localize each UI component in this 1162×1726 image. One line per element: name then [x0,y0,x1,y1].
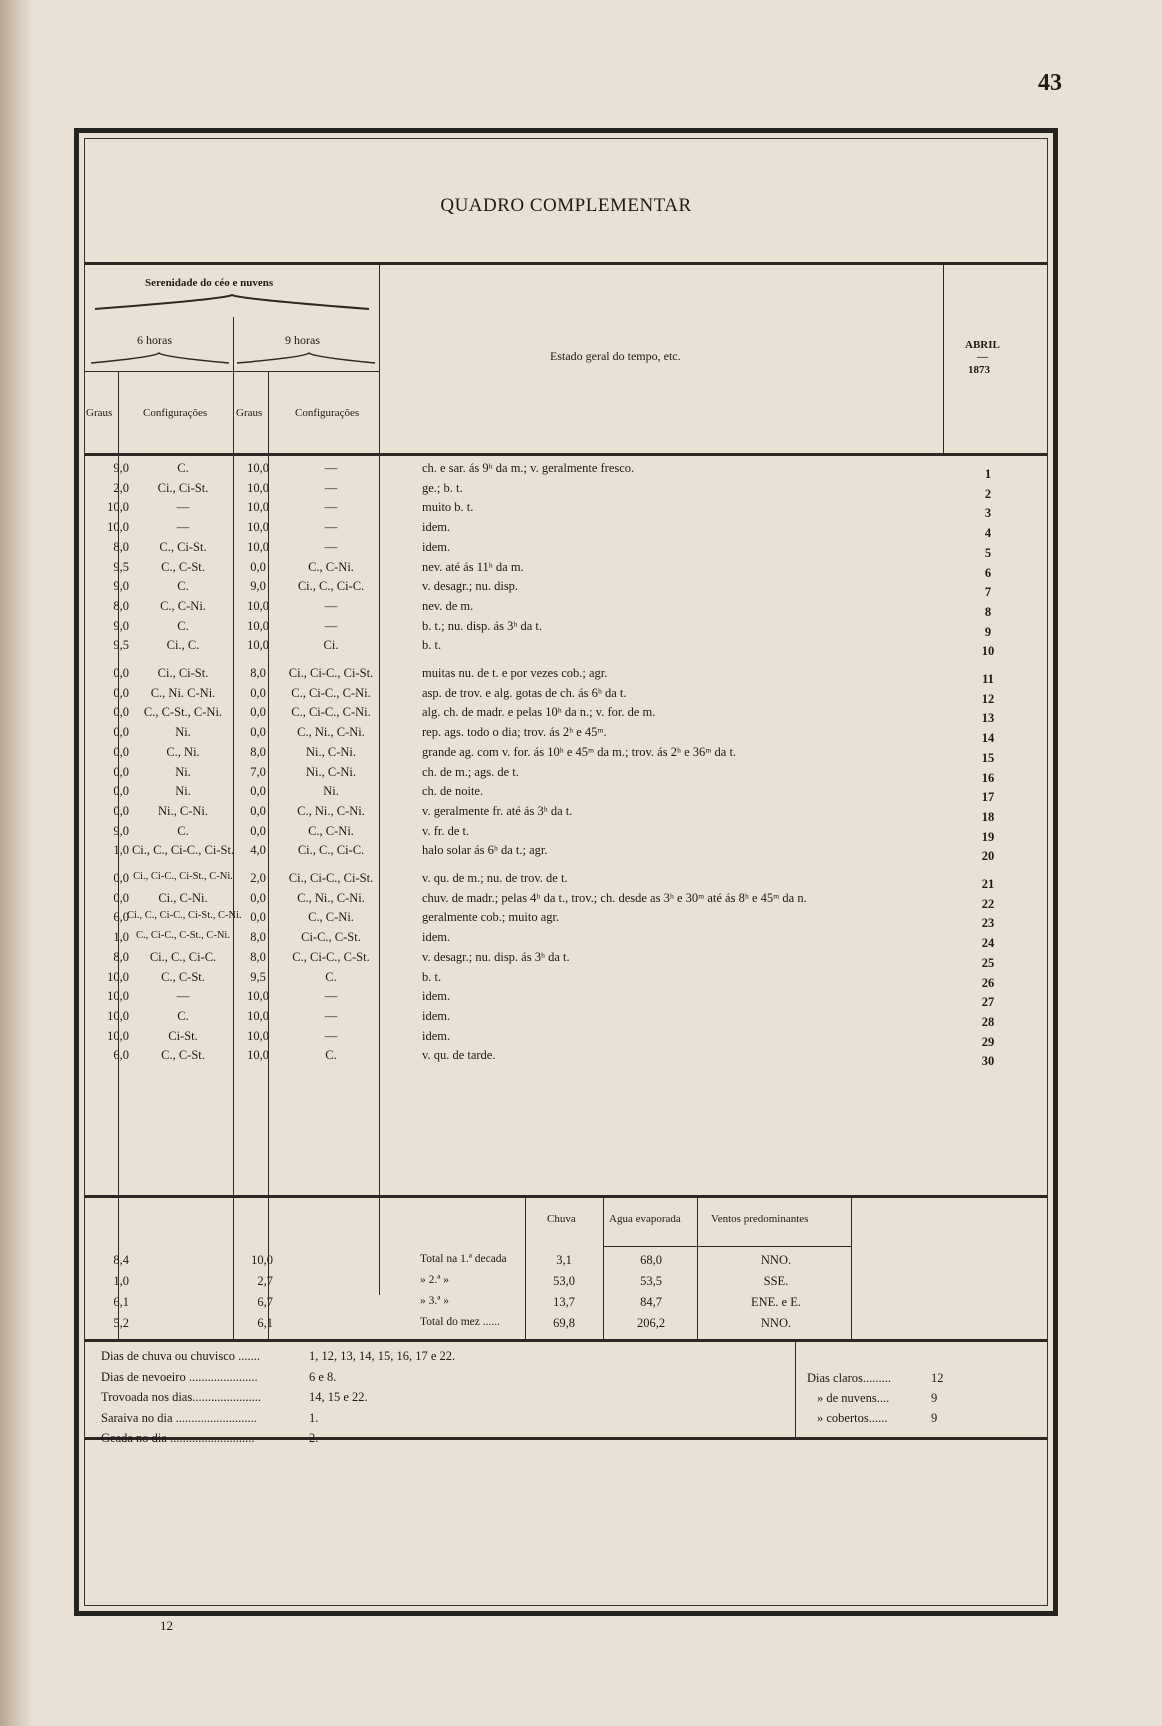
day-number: 9 [984,624,992,639]
graus-6h: 0,0 [113,744,129,759]
day-number: 8 [984,604,992,619]
graus-9h: 0,0 [250,803,266,818]
config-9h: — [324,598,338,613]
estado-geral: nev. de m. [422,598,474,613]
config-6h: C. [177,461,189,475]
config-9h: C., Ni., C-Ni. [297,725,365,740]
estado-geral: idem. [422,520,451,535]
config-6h: C., C-St., C-Ni. [143,705,223,720]
estado-geral: v. qu. de tarde. [422,1048,496,1063]
config-9h: — [324,1028,338,1043]
config-6h: Ci., C., Ci-C. [149,949,217,964]
table-row [85,841,1047,862]
config-9h: Ni. [323,784,339,799]
day-number: 27 [981,995,995,1010]
summary-graus-9h: 6,7 [257,1295,273,1309]
config-9h: Ci-C., C-St. [301,930,361,945]
header-6h: 6 horas [137,333,172,347]
header-agua: Agua evaporada [609,1213,681,1225]
table-frame [74,128,1058,1616]
summary-graus-6h: 1,0 [113,1274,129,1288]
config-9h: Ci., Ci-C., Ci-St. [288,871,374,885]
summary-label: » 2.ª » [420,1274,450,1286]
config-9h: Ci., C., Ci-C. [297,843,365,858]
table-row [85,723,1047,744]
graus-9h: 10,0 [247,1028,269,1043]
config-6h: Ci., Ci-St. [157,666,209,680]
config-6h: C., Ni. C-Ni. [150,685,216,700]
table-row [85,617,1047,638]
table-row [85,684,1047,705]
config-9h: C., C-Ni. [308,559,354,574]
graus-6h: 8,0 [113,539,129,554]
config-9h: C., Ci-C., C-Ni. [291,685,371,700]
estado-geral: ch. de m.; ags. de t. [422,764,519,779]
graus-6h: 9,0 [113,579,129,594]
table-row [85,538,1047,559]
config-9h: C., Ci-C., C-St. [292,949,370,964]
table-row [85,1007,1047,1028]
graus-9h: 10,0 [247,480,269,495]
config-9h: — [324,618,338,633]
table-row [85,479,1047,500]
summary-agua: 206,2 [636,1316,666,1330]
graus-6h: 10,0 [107,520,129,535]
config-6h: C., C-St. [161,969,205,984]
header-month: ABRIL [965,339,1000,351]
graus-9h: 7,0 [250,764,266,779]
table-row [85,1046,1047,1067]
graus-9h: 9,0 [250,579,266,594]
graus-6h: 9,0 [113,618,129,633]
graus-6h: 0,0 [113,871,129,885]
rule [603,1246,851,1247]
table-row [85,597,1047,618]
day-number: 23 [981,916,995,931]
day-number: 6 [984,565,992,580]
config-6h: C., Ci-C., C-St., C-Ni. [136,930,230,942]
header-dash: — [977,351,988,363]
day-number: 1 [984,467,992,481]
summary-row [85,1253,1047,1276]
table-row [85,743,1047,764]
config-6h: Ci., C., Ci-C., Ci-St. [131,843,235,858]
estado-geral: geralmente cob.; muito agr. [422,910,560,925]
footer-right-value: 9 [931,1411,938,1425]
header-estado: Estado geral do tempo, etc. [550,349,681,363]
config-6h: C. [177,1008,189,1023]
graus-9h: 0,0 [250,890,266,905]
graus-9h: 0,0 [250,725,266,740]
summary-label: Total do mez ...... [420,1316,500,1328]
graus-9h: 8,0 [250,949,266,964]
header-graus-6: Graus [86,407,113,419]
rule [85,1195,1047,1198]
day-number: 7 [984,585,992,600]
summary-chuva: 13,7 [553,1295,575,1309]
graus-6h: 10,0 [107,500,129,515]
header-serenidade: Serenidade do céo e nuvens [145,277,274,289]
graus-9h: 8,0 [250,930,266,945]
table-row [85,1027,1047,1048]
graus-9h: 2,0 [250,871,266,885]
graus-9h: 8,0 [250,744,266,759]
summary-vento: NNO. [760,1253,792,1267]
graus-6h: 8,0 [113,598,129,613]
table-row [85,869,1047,890]
estado-geral: v. fr. de t. [422,823,470,838]
config-9h: — [324,461,338,475]
config-9h: Ni., C-Ni. [306,764,356,779]
graus-6h: 9,0 [113,461,129,475]
estado-geral: idem. [422,1008,451,1023]
rule [85,371,379,372]
config-9h: — [324,539,338,554]
config-6h: C., Ni. [166,744,200,759]
summary-row [85,1295,1047,1318]
table-row [85,908,1047,929]
footer-label: Trovoada nos dias...................... [101,1390,261,1404]
col-divider [943,263,944,453]
footer-right-label: » cobertos...... [817,1411,888,1425]
graus-6h: 0,0 [113,764,129,779]
config-9h: C. [325,969,337,984]
day-number: 10 [981,644,995,659]
graus-9h: 0,0 [250,823,266,838]
estado-geral: grande ag. com v. for. ás 10ʰ e 45ᵐ da m.; trov. ás 2ʰ e 36ᵐ da t. [422,744,737,759]
config-6h: C., C-St. [161,1048,205,1063]
table-row [85,987,1047,1008]
estado-geral: v. desagr.; nu. disp. ás 3ʰ da t. [422,949,570,964]
footer-label: Dias de chuva ou chuvisco ....... [101,1349,260,1363]
summary-agua: 68,0 [640,1253,662,1267]
day-number: 18 [981,809,995,824]
graus-6h: 0,0 [113,890,129,905]
header-chuva: Chuva [547,1213,576,1225]
estado-geral: muito b. t. [422,500,474,515]
day-number: 19 [981,829,995,844]
graus-6h: 1,0 [113,843,129,858]
footer-right-value: 12 [931,1371,944,1385]
day-number: 3 [984,506,992,521]
header-year: 1873 [968,364,990,376]
day-number: 13 [981,711,995,726]
config-6h: C. [177,823,189,838]
day-number: 12 [981,691,995,706]
summary-agua: 53,5 [640,1274,662,1288]
graus-9h: 10,0 [247,989,269,1004]
graus-9h: 10,0 [247,500,269,515]
table-row [85,782,1047,803]
config-6h: C. [177,618,189,633]
table-row [85,558,1047,579]
col-divider [795,1342,796,1437]
day-number: 20 [981,849,995,864]
table-row [85,518,1047,539]
table-row [85,928,1047,949]
header-config-6: Configurações [143,407,208,419]
footer-value: 1. [309,1410,319,1425]
table-row [85,822,1047,843]
table-row [85,889,1047,910]
rule [85,262,1047,265]
day-number: 11 [982,672,994,686]
day-number: 4 [984,526,992,541]
day-number: 5 [984,545,992,560]
table-title: QUADRO COMPLEMENTAR [440,195,692,216]
table-inner [84,138,1048,1606]
header-9h: 9 horas [285,333,320,347]
day-number: 30 [981,1054,995,1069]
config-9h: — [324,989,338,1004]
graus-9h: 10,0 [247,618,269,633]
graus-9h: 10,0 [247,539,269,554]
summary-vento: ENE. e E. [751,1295,801,1309]
table-row [85,498,1047,519]
day-number: 15 [981,750,995,765]
summary-chuva: 53,0 [553,1274,575,1288]
footer-label: Saraiva no dia .......................... [101,1410,257,1425]
summary-chuva: 3,1 [556,1253,572,1267]
estado-geral: muitas nu. de t. e por vezes cob.; agr. [422,666,608,680]
graus-6h: 10,0 [107,1028,129,1043]
graus-9h: 4,0 [250,843,266,858]
summary-agua: 84,7 [640,1295,662,1309]
estado-geral: idem. [422,930,451,945]
graus-6h: 2,0 [113,480,129,495]
estado-geral: chuv. de madr.; pelas 4ʰ da t., trov.; ch. desde as 3ʰ e 30ᵐ até ás 8ʰ e 45ᵐ da n. [422,890,807,905]
config-6h: Ci., C. [166,638,200,653]
config-9h: C. [325,1048,337,1063]
estado-geral: b. t. [422,638,442,653]
config-9h: Ci. [323,638,339,653]
graus-6h: 9,5 [113,559,129,574]
day-number: 28 [981,1014,995,1029]
day-number: 29 [981,1034,995,1049]
summary-row [85,1316,1047,1339]
estado-geral: rep. ags. todo o dia; trov. ás 2ʰ e 45ᵐ. [422,725,607,740]
table-row [85,968,1047,989]
graus-9h: 0,0 [250,910,266,925]
table-row [85,664,1047,685]
summary-label: Total na 1.ª decada [420,1253,507,1265]
config-9h: C., C-Ni. [308,823,354,838]
page-gutter [0,0,34,1726]
config-9h: — [324,500,338,515]
footer-value: 6 e 8. [309,1369,337,1384]
graus-9h: 10,0 [247,520,269,535]
config-6h: Ci., C., Ci-C., Ci-St., C-Ni. [127,910,242,922]
graus-9h: 0,0 [250,705,266,720]
graus-6h: 1,0 [113,930,129,945]
footer-value: 1, 12, 13, 14, 15, 16, 17 e 22. [309,1349,456,1363]
estado-geral: idem. [422,539,451,554]
table-row [85,459,1047,480]
graus-6h: 0,0 [113,725,129,740]
config-6h: Ci., Ci-C., Ci-St., C-Ni. [133,871,233,882]
sheet-number: 12 [160,1618,173,1633]
estado-geral: v. qu. de m.; nu. de trov. de t. [422,871,568,885]
estado-geral: ch. de noite. [422,784,484,799]
config-9h: Ni., C-Ni. [306,744,356,759]
graus-9h: 0,0 [250,685,266,700]
graus-6h: 0,0 [113,685,129,700]
summary-label: » 3.ª » [420,1295,450,1307]
config-9h: — [324,520,338,535]
table-row [85,763,1047,784]
estado-geral: asp. de trov. e alg. gotas de ch. ás 6ʰ da t. [422,685,627,700]
rule [85,453,1047,456]
table-row [85,577,1047,598]
day-number: 17 [981,790,995,805]
summary-chuva: 69,8 [553,1316,575,1330]
estado-geral: halo solar ás 6ʰ da t.; agr. [422,843,548,858]
config-9h: C., Ci-C., C-Ni. [291,705,371,720]
config-6h: Ci., Ci-St. [157,480,209,495]
day-number: 16 [981,770,995,785]
summary-graus-9h: 6,1 [257,1316,273,1330]
footer-right-label: Dias claros......... [807,1371,892,1385]
footer-value: 2. [309,1431,319,1445]
header-ventos: Ventos predominantes [711,1213,809,1225]
graus-6h: 0,0 [113,705,129,720]
graus-9h: 0,0 [250,784,266,799]
day-number: 24 [981,936,995,951]
footer-label: Dias de nevoeiro ...................... [101,1369,258,1384]
graus-9h: 10,0 [247,461,269,475]
summary-row [85,1274,1047,1297]
estado-geral: v. desagr.; nu. disp. [422,579,519,594]
table-row [85,703,1047,724]
config-6h: C., Ci-St. [159,539,207,554]
graus-6h: 9,5 [113,638,129,653]
day-number: 25 [981,955,995,970]
config-6h: C., C-St. [161,559,205,574]
summary-graus-9h: 10,0 [251,1253,273,1267]
day-number: 26 [981,975,995,990]
config-6h: Ci-St. [168,1028,198,1043]
header-graus-9: Graus [236,407,263,419]
config-6h: — [176,500,190,515]
graus-9h: 10,0 [247,598,269,613]
graus-6h: 10,0 [107,1008,129,1023]
footer-label: Geada no dia ........................... [101,1431,255,1445]
rule [85,1339,1047,1342]
config-9h: C., C-Ni. [308,910,354,925]
day-number: 22 [981,896,995,911]
graus-6h: 0,0 [113,784,129,799]
estado-geral: b. t. [422,969,442,984]
graus-9h: 10,0 [247,1008,269,1023]
estado-geral: idem. [422,989,451,1004]
graus-9h: 8,0 [250,666,266,680]
day-number: 2 [984,486,992,501]
estado-geral: v. geralmente fr. até ás 3ʰ da t. [422,803,573,818]
graus-6h: 6,0 [113,910,129,925]
graus-6h: 6,0 [113,1048,129,1063]
summary-graus-6h: 8,4 [113,1253,129,1267]
config-9h: Ci., Ci-C., Ci-St. [288,666,374,680]
config-9h: C., Ni., C-Ni. [297,803,365,818]
estado-geral: nev. até ás 11ʰ da m. [422,559,524,574]
table-row [85,636,1047,657]
day-number: 21 [981,877,995,891]
config-6h: Ni. [175,784,191,799]
config-9h: Ci., C., Ci-C. [297,579,365,594]
header-config-9: Configurações [295,407,360,419]
graus-9h: 0,0 [250,559,266,574]
day-number: 14 [981,731,995,746]
graus-9h: 10,0 [247,1048,269,1063]
graus-9h: 10,0 [247,638,269,653]
estado-geral: idem. [422,1028,451,1043]
config-9h: — [324,480,338,495]
config-6h: C. [177,579,189,594]
summary-graus-6h: 5,2 [113,1316,129,1330]
page-number: 43 [1038,70,1062,96]
brace-lines [85,289,379,369]
config-6h: Ci., C-Ni. [158,890,208,905]
summary-vento: NNO. [760,1316,792,1330]
config-6h: C., C-Ni. [160,598,206,613]
graus-6h: 9,0 [113,823,129,838]
config-6h: Ni. [175,725,191,740]
config-9h: C., Ni., C-Ni. [297,890,365,905]
summary-vento: SSE. [763,1274,789,1288]
summary-graus-9h: 2,7 [257,1274,273,1288]
config-6h: — [176,989,190,1004]
config-6h: — [176,520,190,535]
table-row [85,948,1047,969]
estado-geral: b. t.; nu. disp. ás 3ʰ da t. [422,618,542,633]
config-6h: Ni. [175,764,191,779]
footer-right-value: 9 [931,1391,938,1405]
estado-geral: ge.; b. t. [422,480,463,495]
estado-geral: alg. ch. de madr. e pelas 10ʰ da n.; v. for. de m. [422,705,656,720]
summary-graus-6h: 6,1 [113,1295,129,1309]
graus-6h: 10,0 [107,969,129,984]
footer-right-label: » de nuvens.... [817,1391,890,1405]
graus-6h: 10,0 [107,989,129,1004]
graus-6h: 8,0 [113,949,129,964]
graus-9h: 9,5 [250,969,266,984]
graus-6h: 0,0 [113,803,129,818]
config-9h: — [324,1008,338,1023]
footer-value: 14, 15 e 22. [309,1390,368,1404]
config-6h: Ni., C-Ni. [158,803,208,818]
estado-geral: ch. e sar. ás 9ʰ da m.; v. geralmente fresco. [422,461,635,475]
table-row [85,802,1047,823]
graus-6h: 0,0 [113,666,129,680]
